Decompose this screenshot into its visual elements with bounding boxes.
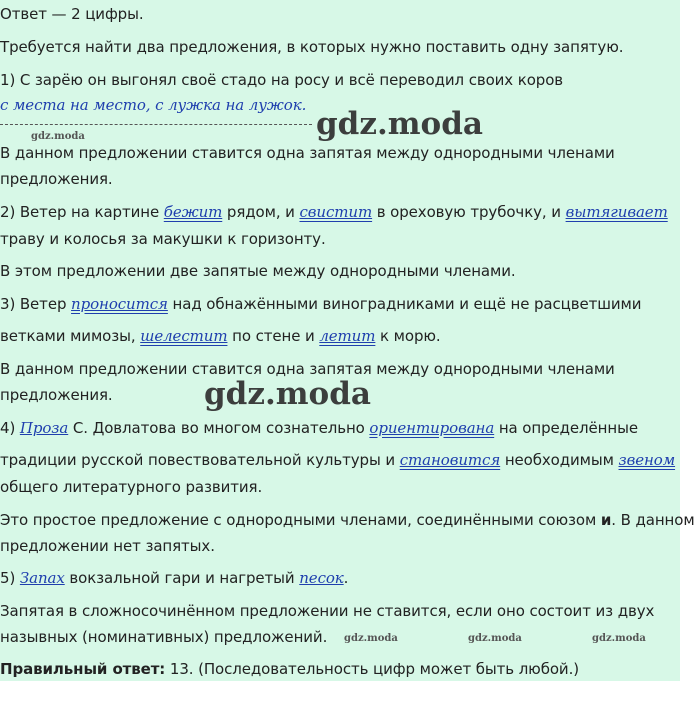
explanation-2: В этом предложении две запятые между однородными членами. <box>0 262 516 280</box>
sentence-1: 1) С зарёю он выгонял своё стадо на росу и всё переводил своих коров <box>0 71 564 89</box>
sentence-3-cont: ветками мимозы, шелестит по стене и летит к морю. <box>0 327 441 345</box>
sentence-5: 5) Запах вокзальной гари и нагретый песок. <box>0 569 349 587</box>
predicate: звеном <box>618 451 676 469</box>
explanation-1-cont: предложения. <box>0 170 113 188</box>
subject: Проза <box>19 419 69 437</box>
sentence-3: 3) Ветер проносится над обнажёнными виноградниками и ещё не расцветшими <box>0 295 642 313</box>
predicate: ориентирована <box>369 419 495 437</box>
sentence-4-cont: традиции русской повествовательной культуры и становится необходимым звеном <box>0 451 676 469</box>
explanation-3: В данном предложении ставится одна запятая между однородными членами <box>0 360 615 378</box>
watermark-small: gdz.moda <box>468 633 522 644</box>
subject: Запах <box>19 569 65 587</box>
watermark-small: gdz.moda <box>344 633 398 644</box>
predicate: вытягивает <box>565 203 668 221</box>
predicate: становится <box>399 451 501 469</box>
answer-count: Ответ — 2 цифры. <box>0 5 144 23</box>
sentence-4-end: общего литературного развития. <box>0 478 263 496</box>
predicate: шелестит <box>140 327 228 345</box>
explanation-5-cont: назывных (номинативных) предложений. <box>0 628 328 646</box>
explanation-5: Запятая в сложносочинённом предложении не ставится, если оно состоит из двух <box>0 602 655 620</box>
dashed-underline <box>0 124 312 125</box>
correct-answer-label: Правильный ответ: <box>0 660 166 678</box>
sentence-1-handwritten: с места на место, с лужка на лужок. <box>0 96 307 114</box>
correct-answer <box>0 659 579 679</box>
watermark-small: gdz.moda <box>592 633 646 644</box>
homogeneous-member: с места на место <box>0 96 146 114</box>
predicate: летит <box>319 327 376 345</box>
sentence-2: 2) Ветер на картине бежит рядом, и свистит в ореховую трубочку, и вытягивает <box>0 203 668 221</box>
watermark: gdz.moda <box>316 106 483 142</box>
watermark-small: gdz.moda <box>31 131 85 142</box>
predicate: проносится <box>71 295 168 313</box>
explanation-3-cont: предложения. <box>0 386 113 404</box>
task-description: Требуется найти два предложения, в которых нужно поставить одну запятую. <box>0 38 624 56</box>
predicate: свистит <box>299 203 373 221</box>
correct-answer-value: 13. (Последовательность цифр может быть любой.) <box>165 660 579 678</box>
sentence-2-cont: траву и колосья за макушки к горизонту. <box>0 230 326 248</box>
explanation-1: В данном предложении ставится одна запятая между однородными членами <box>0 144 615 162</box>
explanation-4-cont: предложении нет запятых. <box>0 537 215 555</box>
subject: песок <box>299 569 344 587</box>
watermark: gdz.moda <box>204 376 371 412</box>
predicate: бежит <box>163 203 223 221</box>
homogeneous-member: с лужка на лужок <box>155 96 302 114</box>
sentence-4: 4) Проза С. Довлатова во многом сознательно ориентирована на определённые <box>0 419 638 437</box>
explanation-4: Это простое предложение с однородными членами, соединёнными союзом и. В данном <box>0 511 695 529</box>
